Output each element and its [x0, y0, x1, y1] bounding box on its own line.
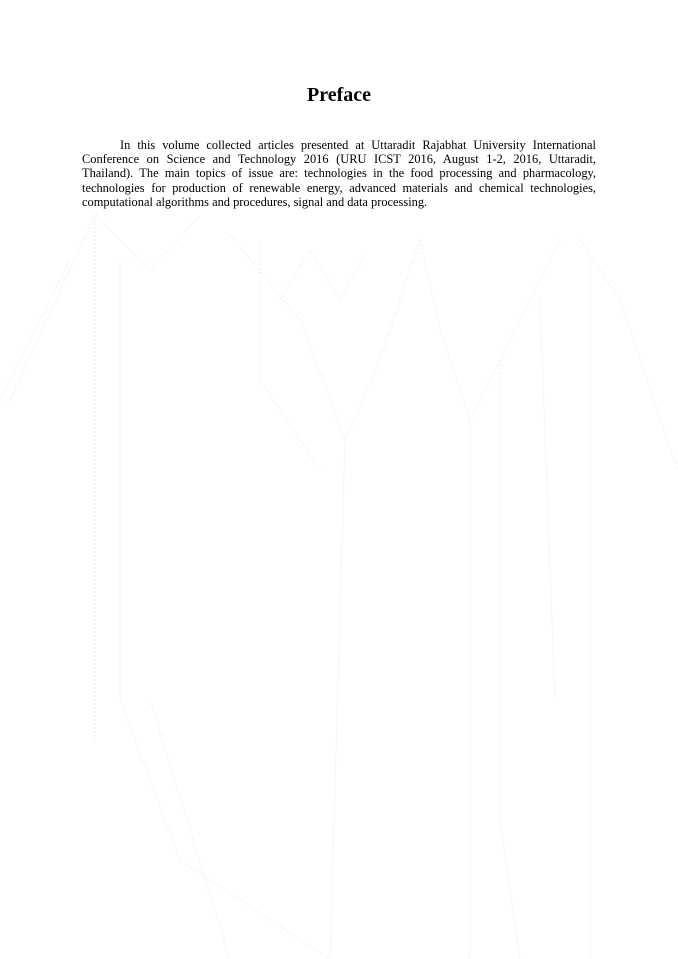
page-title: Preface: [306, 84, 372, 106]
preface-paragraph: In this volume collected articles presented at Uttaradit Rajabhat University International Conference on Science and Technology 2016 (URU ICST 2016, August 1-2, 2016, Uttaradit, Thailand). The main topics of issue are: technologies in the food processing and pharmacology, technologies for production of renewable energy, advanced materials and chemical technologies, computational algorithms and procedures, signal and data processing.: [82, 138, 596, 209]
